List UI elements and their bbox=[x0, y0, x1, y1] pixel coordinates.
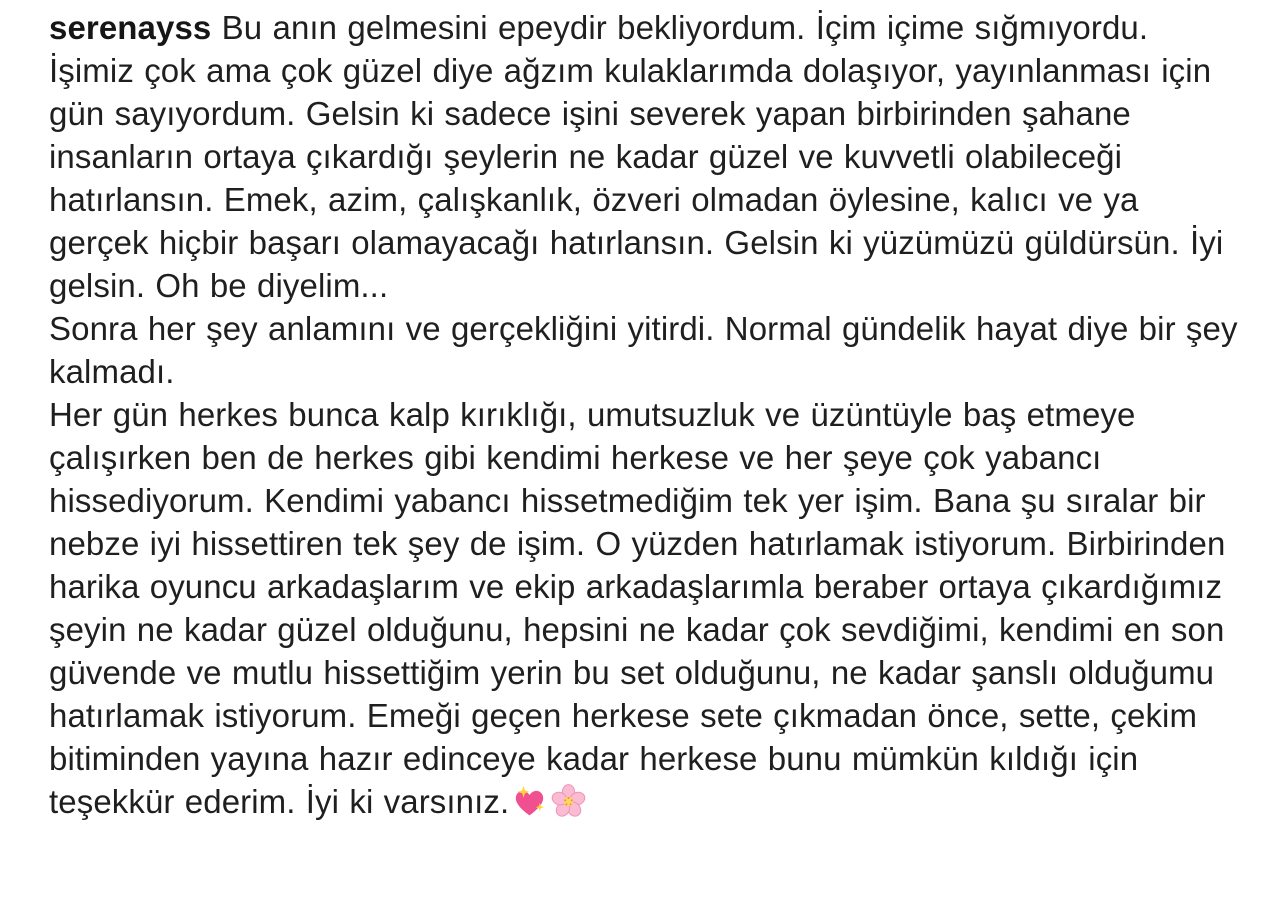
sparkling-heart-emoji bbox=[511, 783, 548, 830]
caption-paragraph bbox=[49, 307, 1242, 393]
caption-paragraph-text: Sonra her şey anlamını ve gerçekliğini yitirdi. Normal gündelik hayat diye bir şey kalmadı. bbox=[49, 310, 1238, 390]
cherry-blossom-emoji bbox=[550, 783, 587, 830]
caption-paragraph bbox=[49, 393, 1242, 830]
username[interactable]: serenayss bbox=[49, 9, 212, 46]
caption-paragraph-text: Bu anın gelmesini epeydir bekliyordum. İçim içime sığmıyordu. İşimiz çok ama çok güzel diye ağzım kulaklarımda dolaşıyor, yayınlanması için gün sayıyordum. Gelsin ki sadece işini severek yapan birbirinden şahane insanların ortaya çıkardığı şeylerin ne kadar güzel ve kuvvetli olabileceği hatırlansın. Emek, azim, çalışkanlık, özveri olmadan öylesine, kalıcı ve ya gerçek hiçbir başarı olamayacağı hatırlansın. Gelsin ki yüzümüzü güldürsün. İyi gelsin. Oh be diyelim... bbox=[49, 9, 1224, 304]
caption-paragraph-text: Her gün herkes bunca kalp kırıklığı, umutsuzluk ve üzüntüyle baş etmeye çalışırken ben de herkes gibi kendimi herkese ve her şeye çok yabancı hissediyorum. Kendimi yabancı hissetmediğim tek yer işim. Bana şu sıralar bir nebze iyi hissettiren tek şey de işim. O yüzden hatırlamak istiyorum. Birbirinden harika oyuncu arkadaşlarım ve ekip arkadaşlarımla beraber ortaya çıkardığımız şeyin ne kadar güzel olduğunu, hepsini ne kadar çok sevdiğimi, kendimi en son güvende ve mutlu hissettiğim yerin bu set olduğunu, ne kadar şanslı olduğumu hatırlamak istiyorum. Emeği geçen herkese sete çıkmadan önce, sette, çekim bitiminden yayına hazır edinceye kadar herkese bunu mümkün kıldığı için teşekkür ederim. İyi ki varsınız. bbox=[49, 396, 1226, 820]
caption-paragraph bbox=[49, 6, 1242, 307]
